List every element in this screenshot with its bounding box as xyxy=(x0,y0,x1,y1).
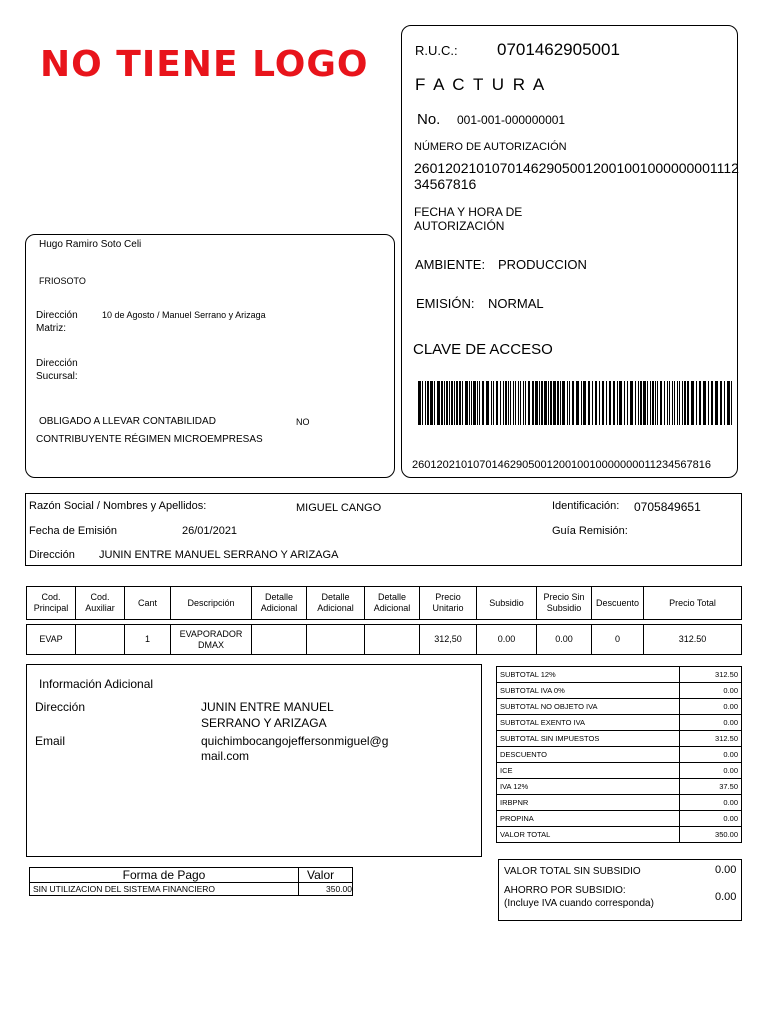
totals-label: SUBTOTAL NO OBJETO IVA xyxy=(497,699,680,715)
identificacion-value: 0705849651 xyxy=(634,500,701,514)
customer-address-label: Dirección xyxy=(29,549,75,561)
issuer-trade-name: FRIOSOTO xyxy=(39,276,86,286)
header-subsidio: Subsidio xyxy=(477,587,537,620)
totals-table xyxy=(496,666,742,843)
ahorro-subsidio-label: AHORRO POR SUBSIDIO: xyxy=(504,885,626,896)
totals-row xyxy=(497,779,742,795)
totals-value: 0.00 xyxy=(680,699,742,715)
totals-row xyxy=(497,811,742,827)
totals-value: 37.50 xyxy=(680,779,742,795)
document-type: F A C T U R A xyxy=(415,75,547,94)
totals-value: 0.00 xyxy=(680,795,742,811)
header-precio-total: Precio Total xyxy=(644,587,742,620)
totals-row xyxy=(497,795,742,811)
totals-row xyxy=(497,827,742,843)
items-table xyxy=(26,624,742,655)
cell-descuento: 0 xyxy=(592,625,644,655)
totals-row xyxy=(497,763,742,779)
authorization-number-line-1: 260120210107014629050012001001000000001112 xyxy=(414,160,739,176)
totals-value: 0.00 xyxy=(680,763,742,779)
invoice-number-label: No. xyxy=(417,111,441,128)
regimen-label: CONTRIBUYENTE RÉGIMEN MICROEMPRESAS xyxy=(36,434,263,445)
ahorro-subsidio-note: (Incluye IVA cuando corresponda) xyxy=(504,898,654,909)
header-detalle-3: Detalle Adicional xyxy=(365,587,420,620)
totals-label: PROPINA xyxy=(497,811,680,827)
valor-sin-subsidio-label: VALOR TOTAL SIN SUBSIDIO xyxy=(504,866,641,877)
cell-descripcion: EVAPORADOR DMAX xyxy=(171,625,252,655)
access-key-barcode xyxy=(418,381,736,425)
additional-info-title: Información Adicional xyxy=(39,677,154,691)
cell-subsidio: 0.00 xyxy=(477,625,537,655)
totals-row xyxy=(497,731,742,747)
header-cant: Cant xyxy=(125,587,171,620)
header-descuento: Descuento xyxy=(592,587,644,620)
cell-precio-unitario: 312,50 xyxy=(420,625,477,655)
razon-social-value: MIGUEL CANGO xyxy=(296,502,382,514)
totals-value: 312.50 xyxy=(680,667,742,683)
header-cod-auxiliar: Cod. Auxiliar xyxy=(76,587,125,620)
totals-label: SUBTOTAL EXENTO IVA xyxy=(497,715,680,731)
authorization-number-line-2: 34567816 xyxy=(414,176,477,192)
identificacion-label: Identificación: xyxy=(552,500,620,512)
totals-value: 312.50 xyxy=(680,731,742,747)
info-address-line-1: JUNIN ENTRE MANUEL xyxy=(201,700,334,714)
items-header-table xyxy=(26,586,742,620)
header-descripcion: Descripción xyxy=(171,587,252,620)
totals-row xyxy=(497,699,742,715)
totals-label: SUBTOTAL SIN IMPUESTOS xyxy=(497,731,680,747)
totals-value: 350.00 xyxy=(680,827,742,843)
totals-value: 0.00 xyxy=(680,715,742,731)
contabilidad-value: NO xyxy=(296,417,310,427)
info-email-line-2: mail.com xyxy=(201,749,250,763)
header-cod-principal: Cod. Principal xyxy=(27,587,76,620)
customer-address-value: JUNIN ENTRE MANUEL SERRANO Y ARIZAGA xyxy=(99,549,339,561)
emision-value: NORMAL xyxy=(488,296,544,311)
totals-label: SUBTOTAL 12% xyxy=(497,667,680,683)
header-detalle-2: Detalle Adicional xyxy=(307,587,365,620)
authorization-date-label-2: AUTORIZACIÓN xyxy=(414,219,505,233)
payment-amount: 350.00 xyxy=(299,883,353,896)
totals-label: IVA 12% xyxy=(497,779,680,795)
guia-remision-label: Guía Remisión: xyxy=(552,525,628,537)
fecha-emision-value: 26/01/2021 xyxy=(182,525,238,537)
cell-detalle-3 xyxy=(365,625,420,655)
clave-acceso-value: 2601202101070146290500120010010000000011234567816 xyxy=(412,459,711,471)
ahorro-subsidio-value: 0.00 xyxy=(715,891,737,903)
ambiente-label: AMBIENTE: xyxy=(415,257,486,272)
totals-label: ICE xyxy=(497,763,680,779)
info-address-label: Dirección xyxy=(35,700,86,714)
ruc-label: R.U.C.: xyxy=(415,43,458,58)
cell-cant: 1 xyxy=(125,625,171,655)
totals-value: 0.00 xyxy=(680,747,742,763)
header-detalle-1: Detalle Adicional xyxy=(252,587,307,620)
payment-header-row xyxy=(30,868,353,883)
valor-sin-subsidio-value: 0.00 xyxy=(715,864,737,876)
cell-detalle-2 xyxy=(307,625,365,655)
payment-method: SIN UTILIZACION DEL SISTEMA FINANCIERO xyxy=(30,883,299,896)
header-precio-sin-subsidio: Precio Sin Subsidio xyxy=(537,587,592,620)
totals-row xyxy=(497,667,742,683)
totals-value: 0.00 xyxy=(680,683,742,699)
cell-precio-sin-subsidio: 0.00 xyxy=(537,625,592,655)
table-row xyxy=(27,625,742,655)
totals-value: 0.00 xyxy=(680,811,742,827)
additional-info-box xyxy=(26,664,482,857)
info-email-line-1: quichimbocangojeffersonmiguel@g xyxy=(201,734,389,748)
matriz-address: 10 de Agosto / Manuel Serrano y Arizaga xyxy=(102,310,266,320)
emision-label: EMISIÓN: xyxy=(416,296,475,311)
matriz-label-1: Dirección xyxy=(36,310,78,321)
authorization-number-label: NÚMERO DE AUTORIZACIÓN xyxy=(414,141,567,153)
totals-row xyxy=(497,747,742,763)
razon-social-label: Razón Social / Nombres y Apellidos: xyxy=(29,500,207,512)
authorization-date-label-1: FECHA Y HORA DE xyxy=(414,205,523,219)
info-email-label: Email xyxy=(35,734,66,748)
contabilidad-label: OBLIGADO A LLEVAR CONTABILIDAD xyxy=(39,416,216,427)
cell-precio-total: 312.50 xyxy=(644,625,742,655)
payment-table xyxy=(29,867,353,896)
totals-label: IRBPNR xyxy=(497,795,680,811)
logo-placeholder-text: NO TIENE LOGO xyxy=(40,44,369,85)
totals-label: SUBTOTAL IVA 0% xyxy=(497,683,680,699)
cell-detalle-1 xyxy=(252,625,307,655)
ambiente-value: PRODUCCION xyxy=(498,257,587,272)
sucursal-label-1: Dirección xyxy=(36,358,78,369)
totals-row xyxy=(497,715,742,731)
issuer-name: Hugo Ramiro Soto Celi xyxy=(39,239,142,250)
info-address-line-2: SERRANO Y ARIZAGA xyxy=(201,716,327,730)
clave-acceso-label: CLAVE DE ACCESO xyxy=(413,341,553,358)
invoice-number: 001-001-000000001 xyxy=(457,113,566,127)
totals-label: VALOR TOTAL xyxy=(497,827,680,843)
matriz-label-2: Matriz: xyxy=(36,323,66,334)
totals-row xyxy=(497,683,742,699)
cell-cod-principal: EVAP xyxy=(27,625,76,655)
sucursal-label-2: Sucursal: xyxy=(36,371,78,382)
payment-row xyxy=(30,883,353,896)
header-precio-unitario: Precio Unitario xyxy=(420,587,477,620)
ruc-value: 0701462905001 xyxy=(497,40,620,59)
items-header-row xyxy=(27,587,742,620)
totals-label: DESCUENTO xyxy=(497,747,680,763)
cell-cod-auxiliar xyxy=(76,625,125,655)
forma-pago-label: Forma de Pago xyxy=(30,868,299,883)
fecha-emision-label: Fecha de Emisión xyxy=(29,525,118,537)
valor-label: Valor xyxy=(299,868,353,883)
